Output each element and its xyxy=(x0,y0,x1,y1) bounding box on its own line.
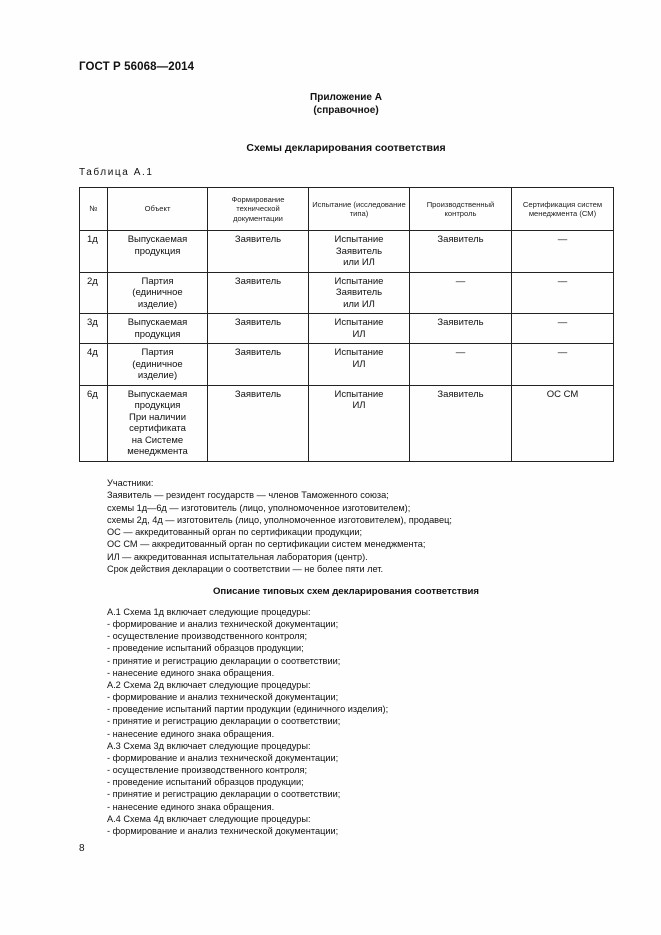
cell-cert xyxy=(512,344,614,386)
cell-line: Испытание xyxy=(334,275,384,287)
cell-line: — xyxy=(557,234,568,245)
cell-line: менеджмента xyxy=(127,446,188,457)
description-line: А.4 Схема 4д включает следующие процедуры: xyxy=(107,813,311,824)
table-body xyxy=(80,231,614,462)
cell-line: Партия xyxy=(141,347,174,358)
cell-line: — xyxy=(557,317,568,328)
cell-object xyxy=(108,314,208,344)
cell-control xyxy=(410,314,512,344)
description-line: - формирование и анализ технической документации; xyxy=(107,619,339,630)
description-line: А.2 Схема 2д включает следующие процедуры: xyxy=(107,679,311,690)
cell-line: продукция xyxy=(134,400,181,411)
description-line: - проведение испытаний образцов продукции; xyxy=(107,643,304,654)
description-line: - принятие и регистрацию декларации о соответствии; xyxy=(107,716,341,727)
cell-line: — xyxy=(455,347,466,358)
cell-cert xyxy=(512,385,614,461)
participants-list xyxy=(107,477,607,575)
table-row xyxy=(80,314,614,344)
cell-line: Выпускаемая xyxy=(127,317,188,328)
cell-line: ИЛ xyxy=(352,400,366,411)
cell-line: ОС СМ xyxy=(546,388,579,400)
description-line: - формирование и анализ технической документации; xyxy=(107,825,339,836)
cell-object xyxy=(108,231,208,273)
cell-line: Заявитель xyxy=(234,234,282,245)
table-label: Таблица А.1 xyxy=(79,167,154,178)
cell-line: на Системе xyxy=(131,434,184,446)
scheme-description xyxy=(107,606,607,837)
cell-line: Заявитель xyxy=(234,275,282,287)
cell-cert xyxy=(512,272,614,314)
cell-line: или ИЛ xyxy=(343,298,375,310)
cell-docs xyxy=(208,314,309,344)
section-title: Схемы декларирования соответствия xyxy=(246,142,446,154)
scheme-number: 4д xyxy=(80,344,108,386)
table-header-row xyxy=(80,188,614,231)
cell-docs xyxy=(208,385,309,461)
participant-line: схемы 1д—6д — изготовитель (лицо, уполномоченное изготовителем); xyxy=(107,502,411,513)
cell-line: Партия xyxy=(141,275,174,287)
description-line: - нанесение единого знака обращения. xyxy=(107,667,275,678)
cell-line: — xyxy=(455,275,466,287)
cell-line: (единичное xyxy=(132,358,183,370)
cell-line: или ИЛ xyxy=(343,257,375,268)
participant-line: Срок действия декларации о соответствии — не более пяти лет. xyxy=(107,564,384,575)
description-line: - формирование и анализ технической документации; xyxy=(107,692,339,703)
cell-test xyxy=(309,272,410,314)
participant-line: схемы 2д, 4д — изготовитель (лицо, уполномоченное изготовителем), продавец; xyxy=(107,514,452,525)
description-line: - нанесение единого знака обращения. xyxy=(107,801,275,812)
appendix-title: Приложение А xyxy=(310,92,382,103)
scheme-number: 1д xyxy=(80,231,108,273)
cell-line: — xyxy=(557,347,568,358)
cell-object xyxy=(108,272,208,314)
description-line: - принятие и регистрацию декларации о соответствии; xyxy=(107,789,341,800)
cell-test xyxy=(309,385,410,461)
cell-line: Выпускаемая xyxy=(127,388,188,400)
cell-line: Заявитель xyxy=(437,234,484,245)
cell-line: Заявитель xyxy=(234,317,282,328)
description-line: - осуществление производственного контроля; xyxy=(107,631,308,642)
cell-line: Испытание xyxy=(334,347,384,358)
participant-line: Участники: xyxy=(107,478,154,488)
column-header: Формирование технической документации xyxy=(208,188,309,231)
standard-header: ГОСТ Р 56068—2014 xyxy=(79,61,195,73)
cell-line: Испытание xyxy=(334,317,384,328)
cell-line: Заявитель xyxy=(437,388,484,400)
declaration-schemes-table xyxy=(79,187,614,462)
cell-test xyxy=(309,344,410,386)
cell-docs xyxy=(208,272,309,314)
participant-line: ИЛ — аккредитованная испытательная лаборатория (центр). xyxy=(107,551,368,562)
column-header: Производственный контроль xyxy=(410,188,512,231)
cell-line: (единичное xyxy=(132,287,183,298)
cell-line: изделие) xyxy=(137,298,178,310)
cell-control xyxy=(410,272,512,314)
cell-line: Заявитель xyxy=(234,388,282,400)
cell-line: продукция xyxy=(134,245,181,257)
cell-line: Выпускаемая xyxy=(127,234,188,245)
cell-line: сертификата xyxy=(129,423,186,434)
participant-line: Заявитель — резидент государств — членов Таможенного союза; xyxy=(107,490,389,501)
table-row xyxy=(80,272,614,314)
cell-line: ИЛ xyxy=(352,328,366,340)
participant-line: ОС СМ — аккредитованный орган по сертификации систем менеджмента; xyxy=(107,539,426,550)
cell-line: Заявитель xyxy=(335,245,383,257)
cell-cert xyxy=(512,231,614,273)
cell-line: Испытание xyxy=(334,388,384,400)
cell-control xyxy=(410,344,512,386)
cell-line: — xyxy=(557,275,568,287)
cell-line: продукция xyxy=(134,328,181,340)
cell-line: изделие) xyxy=(137,370,178,381)
scheme-number: 6д xyxy=(80,385,108,461)
description-line: А.3 Схема 3д включает следующие процедуры: xyxy=(107,740,311,751)
description-line: - проведение испытаний образцов продукции; xyxy=(107,777,304,788)
cell-object xyxy=(108,385,208,461)
description-line: А.1 Схема 1д включает следующие процедуры: xyxy=(107,607,311,617)
scheme-number: 3д xyxy=(80,314,108,344)
description-line: - формирование и анализ технической документации; xyxy=(107,752,339,763)
cell-line: Заявитель xyxy=(335,287,383,298)
appendix-subtitle: (справочное) xyxy=(313,105,379,116)
appendix-heading xyxy=(0,91,661,117)
cell-line: При наличии xyxy=(129,411,186,423)
cell-cert xyxy=(512,314,614,344)
description-line: - проведение испытаний партии продукции (единичного изделия); xyxy=(107,704,389,715)
description-line: - нанесение единого знака обращения. xyxy=(107,728,275,739)
cell-control xyxy=(410,385,512,461)
cell-test xyxy=(309,314,410,344)
column-header: Объект xyxy=(108,188,208,231)
page-number: 8 xyxy=(79,843,85,854)
scheme-number: 2д xyxy=(80,272,108,314)
cell-line: Заявитель xyxy=(234,347,282,358)
cell-object xyxy=(108,344,208,386)
table-row xyxy=(80,231,614,273)
cell-control xyxy=(410,231,512,273)
column-header: Испытание (исследование типа) xyxy=(309,188,410,231)
table-row xyxy=(80,344,614,386)
table-row xyxy=(80,385,614,461)
cell-line: ИЛ xyxy=(352,358,366,370)
description-title: Описание типовых схем декларирования соответствия xyxy=(212,586,480,597)
cell-test xyxy=(309,231,410,273)
description-line: - осуществление производственного контроля; xyxy=(107,765,308,776)
column-header: № xyxy=(80,188,108,231)
participant-line: ОС — аккредитованный орган по сертификации продукции; xyxy=(107,527,363,538)
column-header: Сертификация систем менеджмента (СМ) xyxy=(512,188,614,231)
cell-line: Испытание xyxy=(334,234,384,245)
description-line: - принятие и регистрацию декларации о соответствии; xyxy=(107,655,341,666)
cell-docs xyxy=(208,344,309,386)
cell-docs xyxy=(208,231,309,273)
cell-line: Заявитель xyxy=(437,317,484,328)
